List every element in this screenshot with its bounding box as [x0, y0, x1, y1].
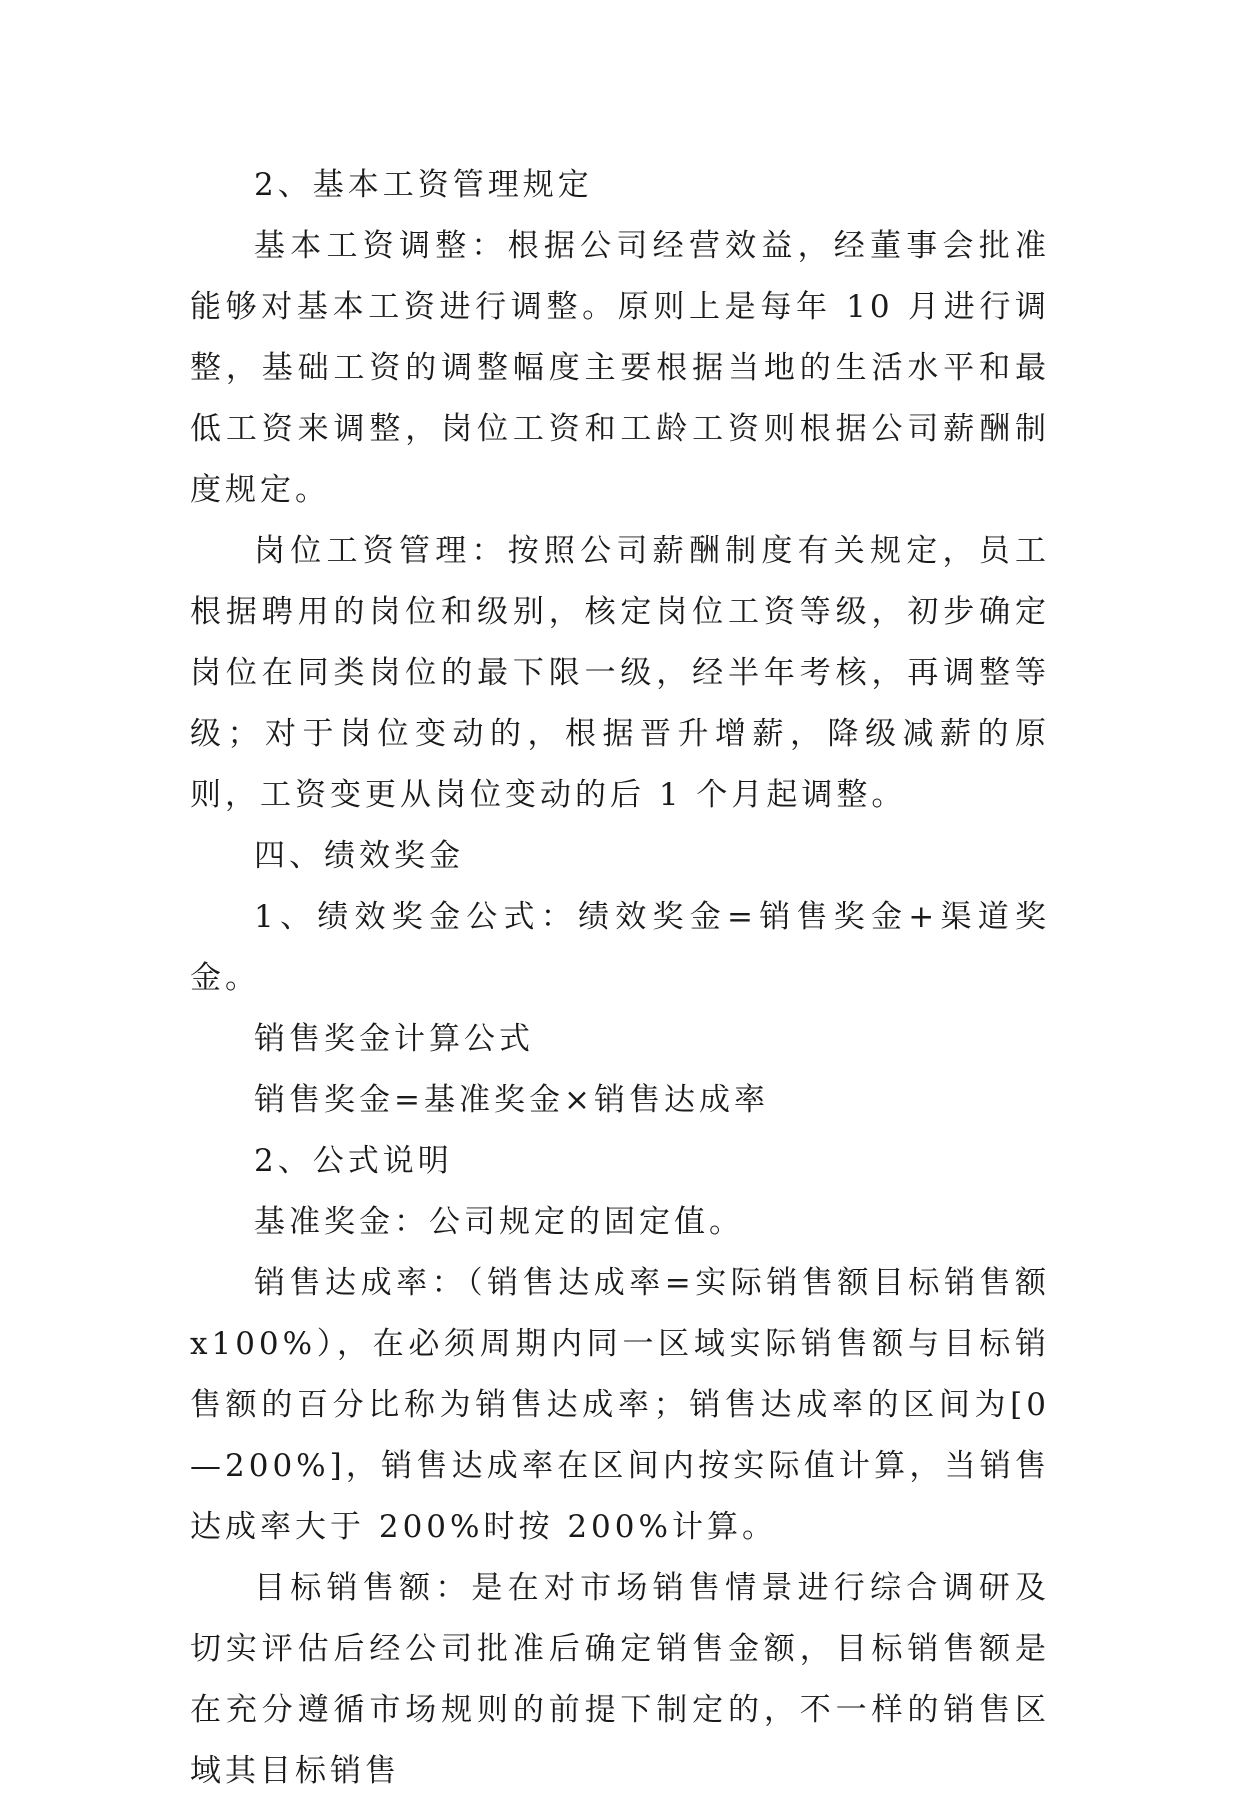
section-heading-basic-salary: 2、基本工资管理规定 — [254, 167, 593, 203]
section-heading-performance-bonus: 四、绩效奖金 — [254, 838, 464, 874]
section-heading-formula-explanation: 2、公式说明 — [254, 1143, 453, 1179]
paragraph-sales-achievement-rate: 销售达成率：（销售达成率=实际销售额目标销售额x100%），在必须周期内同一区域实际销售额与目标销售额的百分比称为销售达成率；销售达成率的区间为[0—200%]，销售达成率在区间内按实际值计算，当销售达成率大于 200%时按 200%计算。 — [190, 1265, 1050, 1545]
paragraph-basic-salary-adjustment: 基本工资调整：根据公司经营效益，经董事会批准能够对基本工资进行调整。原则上是每年 10 月进行调整，基础工资的调整幅度主要根据当地的生活水平和最低工资来调整，岗位工资和工龄工资则根据公司薪酬制度规定。 — [190, 228, 1050, 508]
paragraph-sales-bonus-heading: 销售奖金计算公式 — [254, 1021, 534, 1057]
document-body — [190, 155, 1050, 1802]
paragraph-target-sales: 目标销售额：是在对市场销售情景进行综合调研及切实评估后经公司批准后确定销售金额，目标销售额是在充分遵循市场规则的前提下制定的，不一样的销售区域其目标销售 — [190, 1570, 1050, 1789]
paragraph-position-salary-management: 岗位工资管理：按照公司薪酬制度有关规定，员工根据聘用的岗位和级别，核定岗位工资等级，初步确定岗位在同类岗位的最下限一级，经半年考核，再调整等级；对于岗位变动的，根据晋升增薪，降级减薪的原则，工资变更从岗位变动的后 1 个月起调整。 — [190, 533, 1050, 813]
paragraph-bonus-formula: 1、绩效奖金公式：绩效奖金=销售奖金+渠道奖金。 — [190, 899, 1050, 996]
paragraph-base-bonus: 基准奖金：公司规定的固定值。 — [254, 1204, 744, 1240]
paragraph-sales-bonus-formula: 销售奖金=基准奖金×销售达成率 — [254, 1082, 769, 1118]
